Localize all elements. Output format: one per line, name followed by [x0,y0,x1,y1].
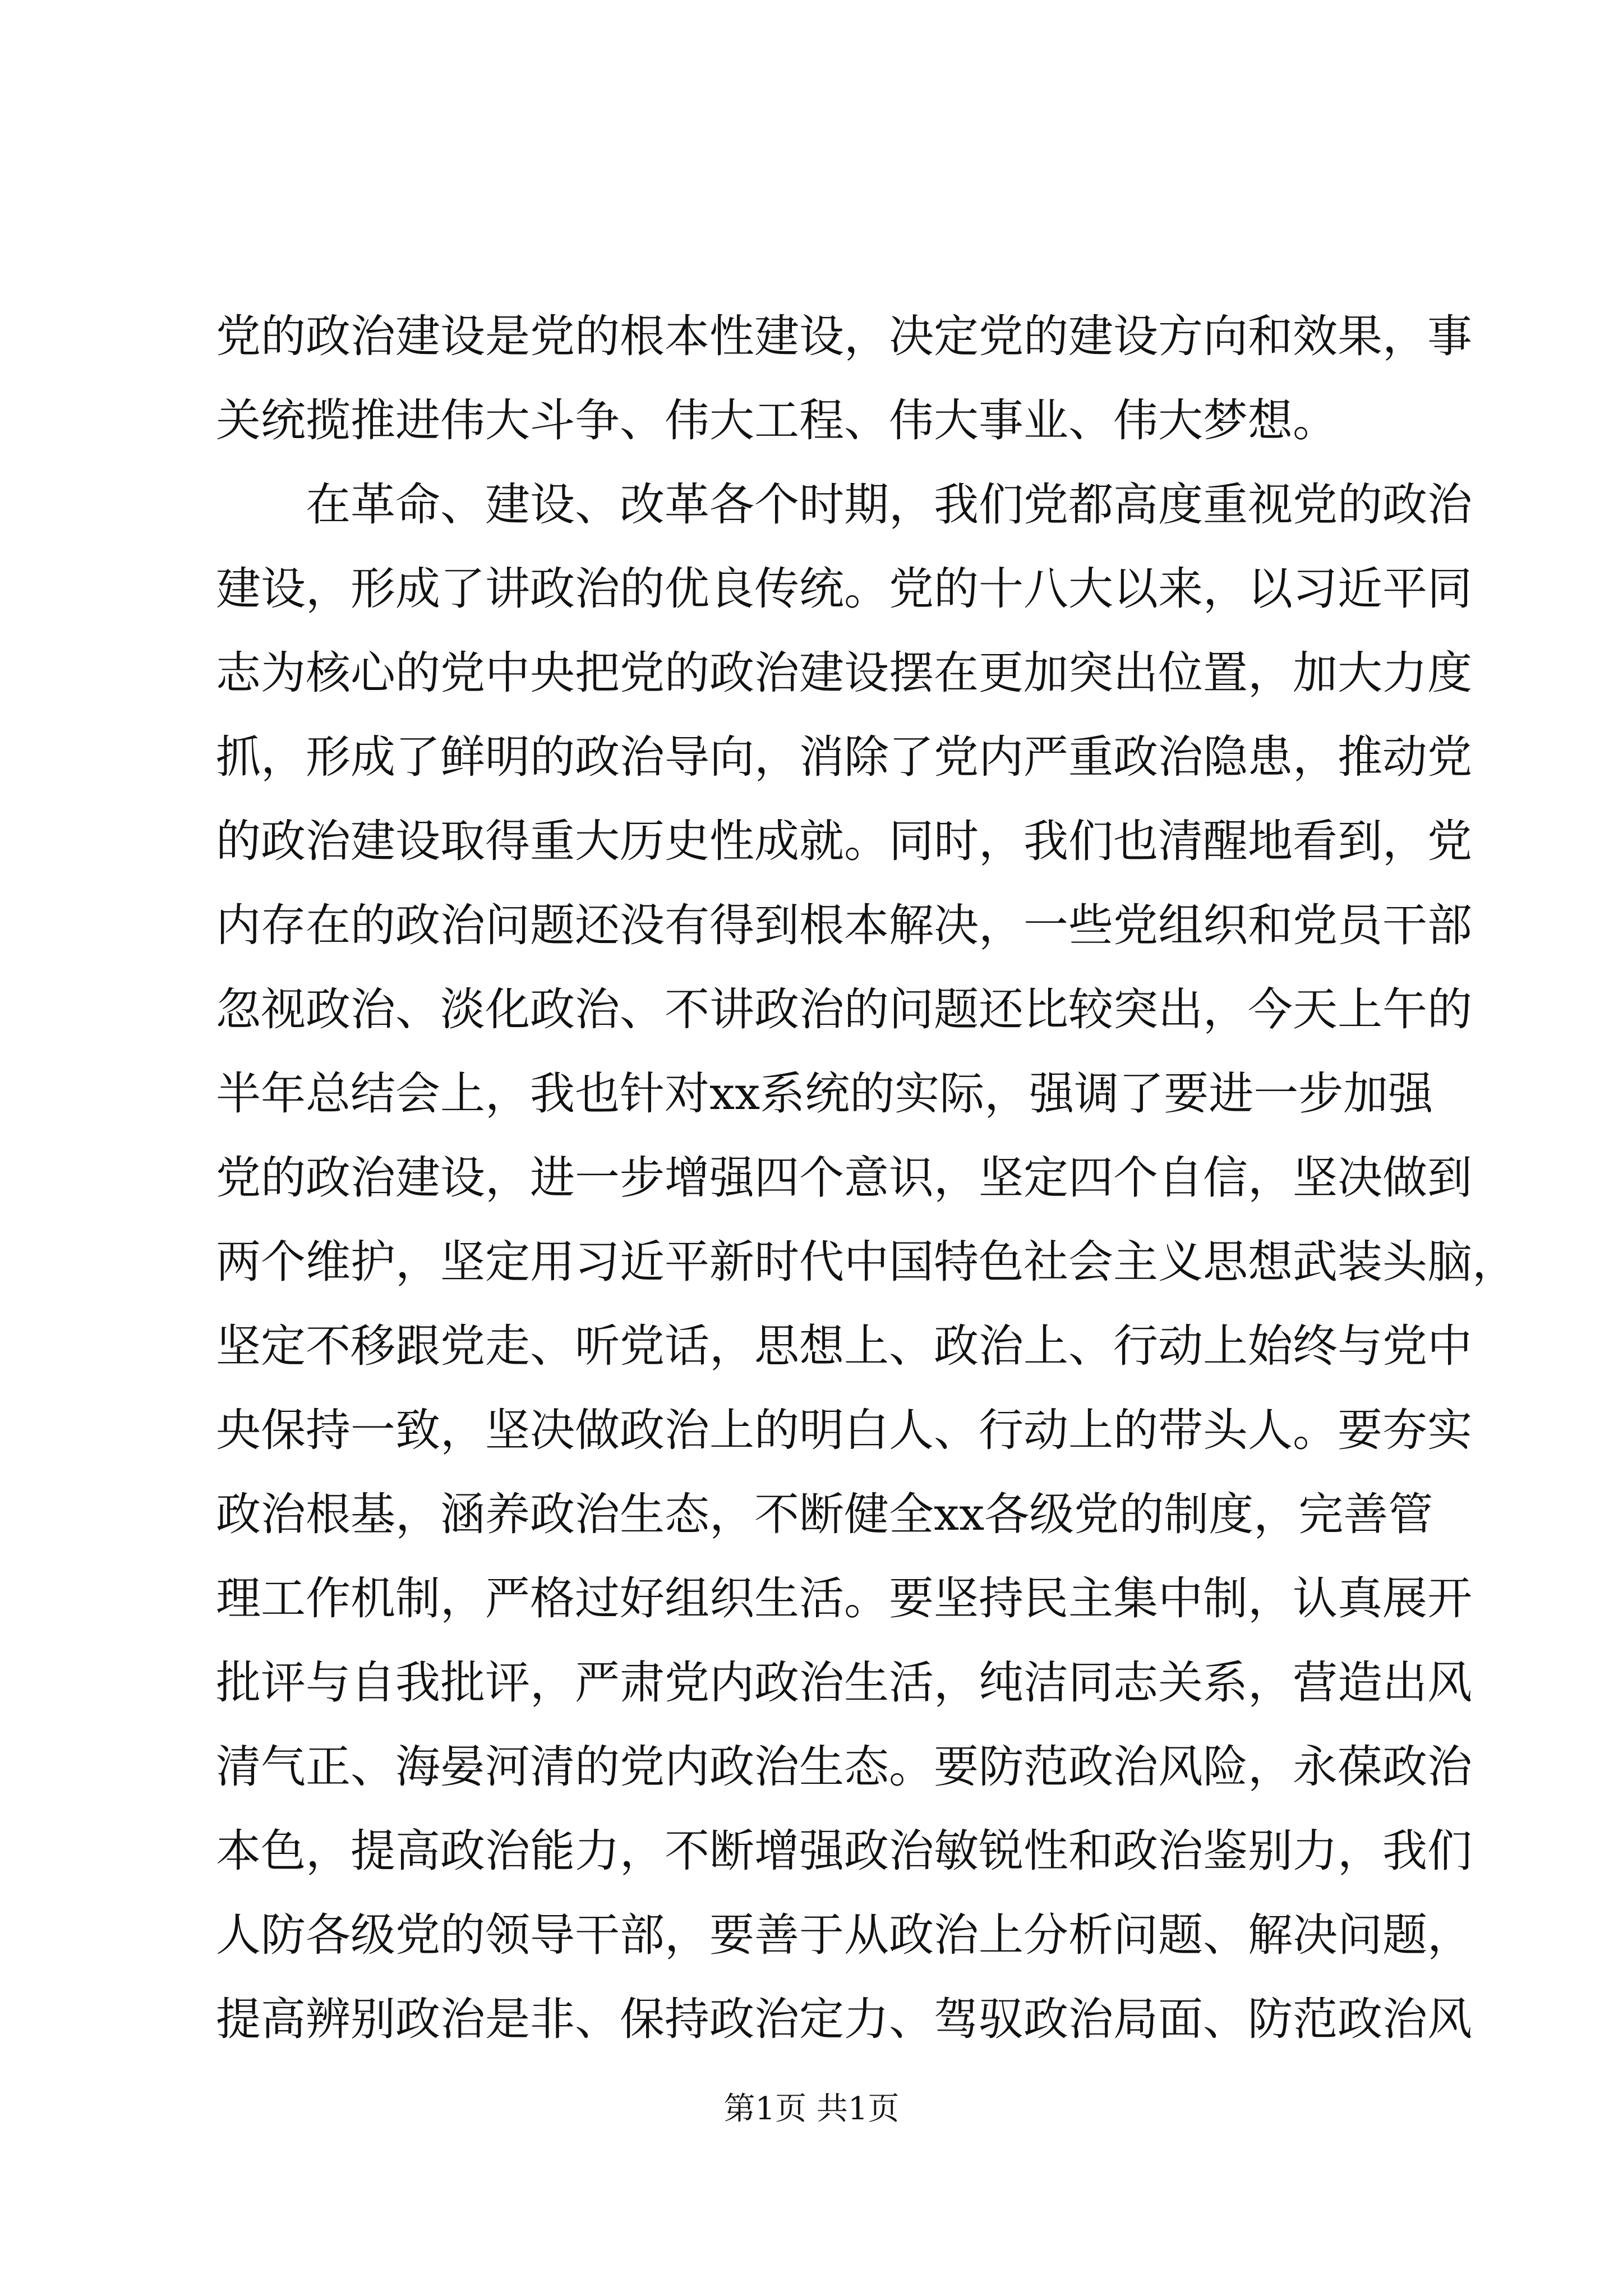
line-text: 的政治建设取得重大历史性成就。同时，我们也清醒地看到，党 [216,815,1472,867]
line-text: 批评与自我批评，严肃党内政治生活，纯洁同志关系，营造出风 [216,1657,1472,1709]
line-text: 坚定不移跟党走、听党话，思想上、政治上、行动上始终与党中 [216,1320,1472,1372]
text-line [0,1133,1623,1223]
text-line [0,628,1623,718]
text-line [0,881,1623,970]
text-line [0,1470,1623,1559]
text-line [0,1806,1623,1896]
text-line [0,1975,1623,2064]
line-text: 半年总结会上，我也针对xx系统的实际，强调了要进一步加强 [216,1068,1433,1120]
page-number-label: 第1页 共1页 [723,2091,900,2127]
text-line [0,1638,1623,1728]
text-line [0,1554,1623,1644]
line-text: 提高辨别政治是非、保持政治定力、驾驭政治局面、防范政治风 [216,1993,1472,2045]
line-text: 抓，形成了鲜明的政治导向，消除了党内严重政治隐患，推动党 [216,731,1472,783]
text-line [0,1049,1623,1139]
text-line [0,1386,1623,1475]
text-line [0,292,1623,381]
line-text: 党的政治建设是党的根本性建设，决定党的建设方向和效果，事 [216,310,1472,362]
line-text: 党的政治建设，进一步增强四个意识，坚定四个自信，坚决做到 [216,1152,1472,1204]
line-text: 政治根基，涵养政治生态，不断健全xx各级党的制度，完善管 [216,1488,1433,1540]
text-line [0,460,1623,550]
page-footer [0,2081,1623,2137]
line-text: 志为核心的党中央把党的政治建设摆在更加突出位置，加大力度 [216,647,1472,699]
line-text: 人防各级党的领导干部，要善于从政治上分析问题、解决问题， [216,1909,1472,1961]
text-line [0,1217,1623,1307]
text-line [0,965,1623,1055]
text-line [0,712,1623,802]
line-text: 两个维护，坚定用习近平新时代中国特色社会主义思想武装头脑， [216,1236,1517,1288]
text-line [0,1301,1623,1391]
line-text: 清气正、海晏河清的党内政治生态。要防范政治风险，永葆政治 [216,1741,1472,1793]
text-line [0,544,1623,634]
text-line [0,1890,1623,1980]
text-line [0,797,1623,886]
line-text: 建设，形成了讲政治的优良传统。党的十八大以来，以习近平同 [216,563,1472,615]
text-line [0,1722,1623,1812]
line-text: 本色，提高政治能力，不断增强政治敏锐性和政治鉴别力，我们 [216,1825,1472,1877]
text-line [0,376,1623,466]
line-text: 忽视政治、淡化政治、不讲政治的问题还比较突出，今天上午的 [216,983,1472,1036]
line-text: 关统揽推进伟大斗争、伟大工程、伟大事业、伟大梦想。 [216,394,1338,447]
line-text: 在革命、建设、改革各个时期，我们党都高度重视党的政治 [306,478,1472,531]
line-text: 理工作机制，严格过好组织生活。要坚持民主集中制，认真展开 [216,1572,1472,1625]
line-text: 央保持一致，坚决做政治上的明白人、行动上的带头人。要夯实 [216,1404,1472,1456]
line-text: 内存在的政治问题还没有得到根本解决，一些党组织和党员干部 [216,899,1472,951]
